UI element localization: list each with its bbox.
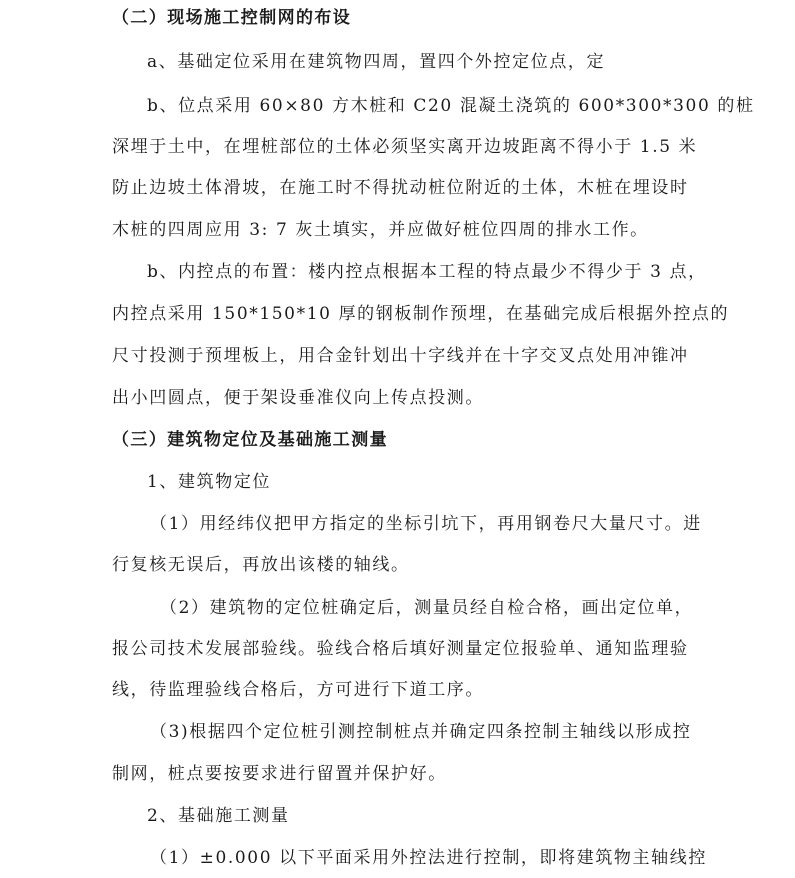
paragraph-b1-line-3: 防止边坡土体滑坡，在施工时不得扰动桩位附近的土体，木桩在埋设时 [112, 178, 689, 198]
item-4-line-1: （1）±0.000 以下平面采用外控法进行控制，即将建筑物主轴线控 [150, 848, 707, 868]
paragraph-b1-line-4: 木桩的四周应用 3: 7 灰土填实，并应做好桩位四周的排水工作。 [112, 220, 649, 240]
paragraph-b1-line-1: b、位点采用 60×80 方木桩和 C20 混凝土浇筑的 600*300*300 的桩 [147, 96, 755, 116]
item-2-line-1: （2）建筑物的定位桩确定后，测量员经自检合格，画出定位单， [160, 598, 694, 618]
item-3-line-2: 制网，桩点要按要求进行留置并保护好。 [112, 764, 447, 784]
subheading-2: 2、基础施工测量 [147, 806, 290, 826]
subheading-1: 1、建筑物定位 [147, 472, 272, 492]
section-heading-3: （三）建筑物定位及基础施工测量 [112, 430, 388, 450]
item-2-line-3: 线，待监理验线合格后，方可进行下道工序。 [112, 680, 484, 700]
paragraph-b2-line-4: 出小凹圆点，便于架设垂准仪向上传点投测。 [112, 388, 484, 408]
item-1-line-1: （1）用经纬仪把甲方指定的坐标引坑下，再用钢卷尺大量尺寸。进 [150, 514, 702, 534]
item-1-line-2: 行复核无误后，再放出该楼的轴线。 [112, 555, 410, 575]
item-3-line-1: （3)根据四个定位桩引测控制桩点并确定四条控制主轴线以形成控 [150, 722, 692, 742]
section-heading-2: （二）现场施工控制网的布设 [112, 8, 352, 28]
paragraph-b2-line-2: 内控点采用 150*150*10 厚的钢板制作预埋，在基础完成后根据外控点的 [112, 304, 730, 324]
paragraph-b2-line-3: 尺寸投测于预埋板上，用合金针划出十字线并在十字交叉点处用冲锥冲 [112, 346, 689, 366]
paragraph-b2-line-1: b、内控点的布置：楼内控点根据本工程的特点最少不得少于 3 点， [147, 262, 707, 282]
paragraph-b1-line-2: 深埋于土中，在埋桩部位的土体必须坚实离开边坡距离不得小于 1.5 米 [112, 137, 698, 157]
item-2-line-2: 报公司技术发展部验线。验线合格后填好测量定位报验单、通知监理验 [112, 639, 689, 659]
paragraph-a: a、基础定位采用在建筑物四周，置四个外控定位点，定 [147, 52, 606, 72]
